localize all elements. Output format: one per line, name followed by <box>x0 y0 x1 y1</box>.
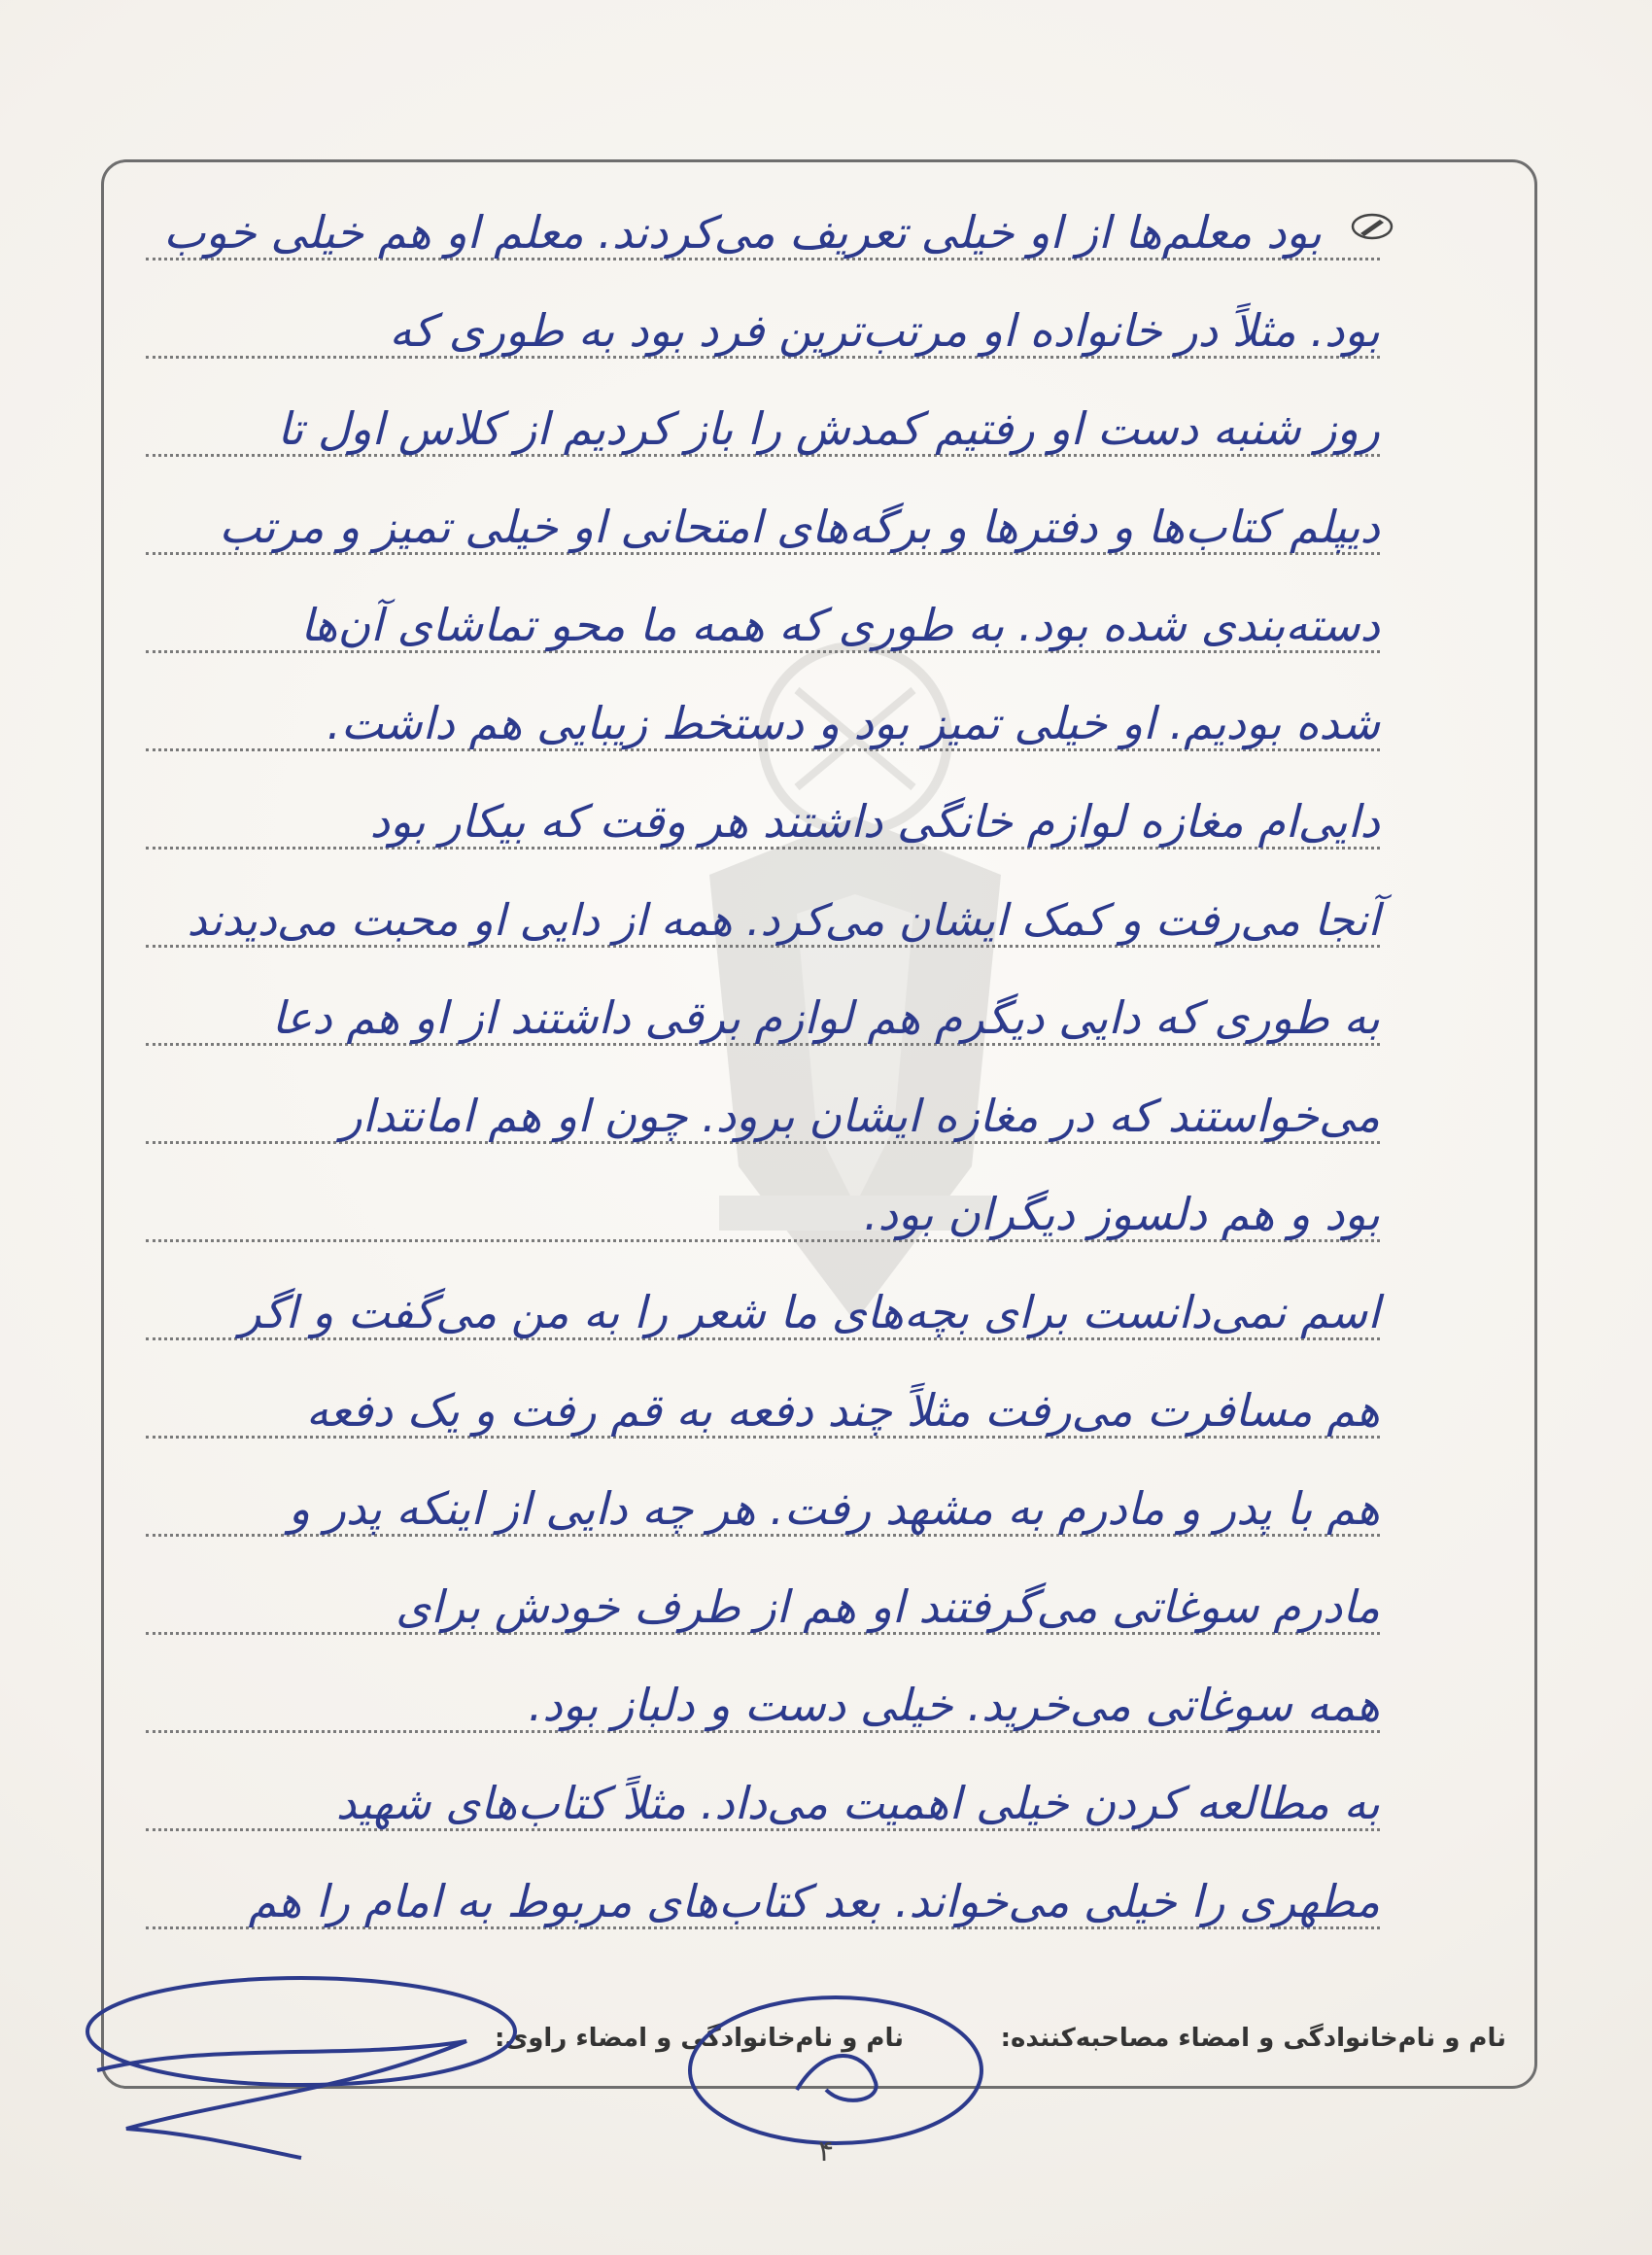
handwritten-line <box>146 1547 1380 1635</box>
handwritten-text: همه سوغاتی می‌خرید. خیلی دست و دلباز بود. <box>528 1679 1380 1731</box>
handwritten-text: بود. مثلاً در خانواده او مرتب‌ترین فرد بود به طوری که <box>389 304 1380 357</box>
handwritten-text: بود معلم‌ها از او خیلی تعریف می‌کردند. معلم او هم خیلی خوب <box>163 206 1322 259</box>
handwritten-line <box>146 468 1380 555</box>
handwritten-line <box>146 271 1380 359</box>
page-number: ۴ <box>817 2134 835 2168</box>
handwritten-text: مطهری را خیلی می‌خواند. بعد کتاب‌های مربوط به امام را هم <box>248 1875 1380 1927</box>
handwritten-text: آنجا می‌رفت و کمک ایشان می‌کرد. همه از دایی او محبت می‌دیدند <box>187 894 1380 946</box>
handwritten-line <box>146 860 1380 948</box>
handwritten-line <box>146 958 1380 1046</box>
handwritten-line <box>146 566 1380 653</box>
handwritten-text: دسته‌بندی شده بود. به طوری که همه ما محو تماشای آن‌ها <box>300 599 1380 651</box>
handwritten-line <box>146 664 1380 751</box>
handwritten-text: مادرم سوغاتی می‌گرفتند او هم از طرف خودش برای <box>396 1580 1380 1633</box>
signature-labels <box>146 2024 1506 2072</box>
handwritten-text: می‌خواستند که در مغازه ایشان برود. چون او هم امانتدار <box>340 1090 1380 1142</box>
handwritten-text: دیپلم کتاب‌ها و دفترها و برگه‌های امتحانی او خیلی تمیز و مرتب <box>219 501 1380 553</box>
handwritten-text: اسم نمی‌دانست برای بچه‌های ما شعر را به من می‌گفت و اگر <box>239 1286 1380 1338</box>
handwritten-text: روز شنبه دست او رفتیم کمدش را باز کردیم از کلاس اول تا <box>277 402 1380 455</box>
narrator-signature-label: نام و نام‌خانوادگی و امضاء راوی: <box>495 2024 904 2053</box>
handwritten-text: بود و هم دلسوز دیگران بود. <box>863 1188 1380 1240</box>
handwritten-line <box>146 1449 1380 1537</box>
handwritten-line <box>146 1744 1380 1831</box>
handwritten-line <box>146 1253 1380 1340</box>
handwritten-line <box>146 173 1380 260</box>
handwritten-text: هم مسافرت می‌رفت مثلاً چند دفعه به قم رفت و یک دفعه <box>305 1384 1380 1437</box>
handwritten-line <box>146 762 1380 850</box>
interviewer-signature-label: نام و نام‌خانوادگی و امضاء مصاحبه‌کننده: <box>1000 2024 1506 2053</box>
handwritten-line <box>146 1057 1380 1144</box>
handwritten-text: شده بودیم. او خیلی تمیز بود و دستخط زیبایی هم داشت. <box>327 697 1380 749</box>
handwritten-line <box>146 369 1380 457</box>
handwritten-line <box>146 1842 1380 1929</box>
handwritten-text: دایی‌ام مغازه لوازم خانگی داشتند هر وقت که بیکار بود <box>369 795 1380 848</box>
handwritten-text: به مطالعه کردن خیلی اهمیت می‌داد. مثلاً کتاب‌های شهید <box>335 1777 1380 1829</box>
handwritten-line <box>146 1646 1380 1733</box>
handwritten-text: به طوری که دایی دیگرم هم لوازم برقی داشتند از او هم دعا <box>271 991 1380 1044</box>
handwritten-text: هم با پدر و مادرم به مشهد رفت. هر چه دایی از اینکه پدر و <box>288 1482 1380 1535</box>
handwritten-line <box>146 1351 1380 1439</box>
handwritten-line <box>146 1155 1380 1242</box>
